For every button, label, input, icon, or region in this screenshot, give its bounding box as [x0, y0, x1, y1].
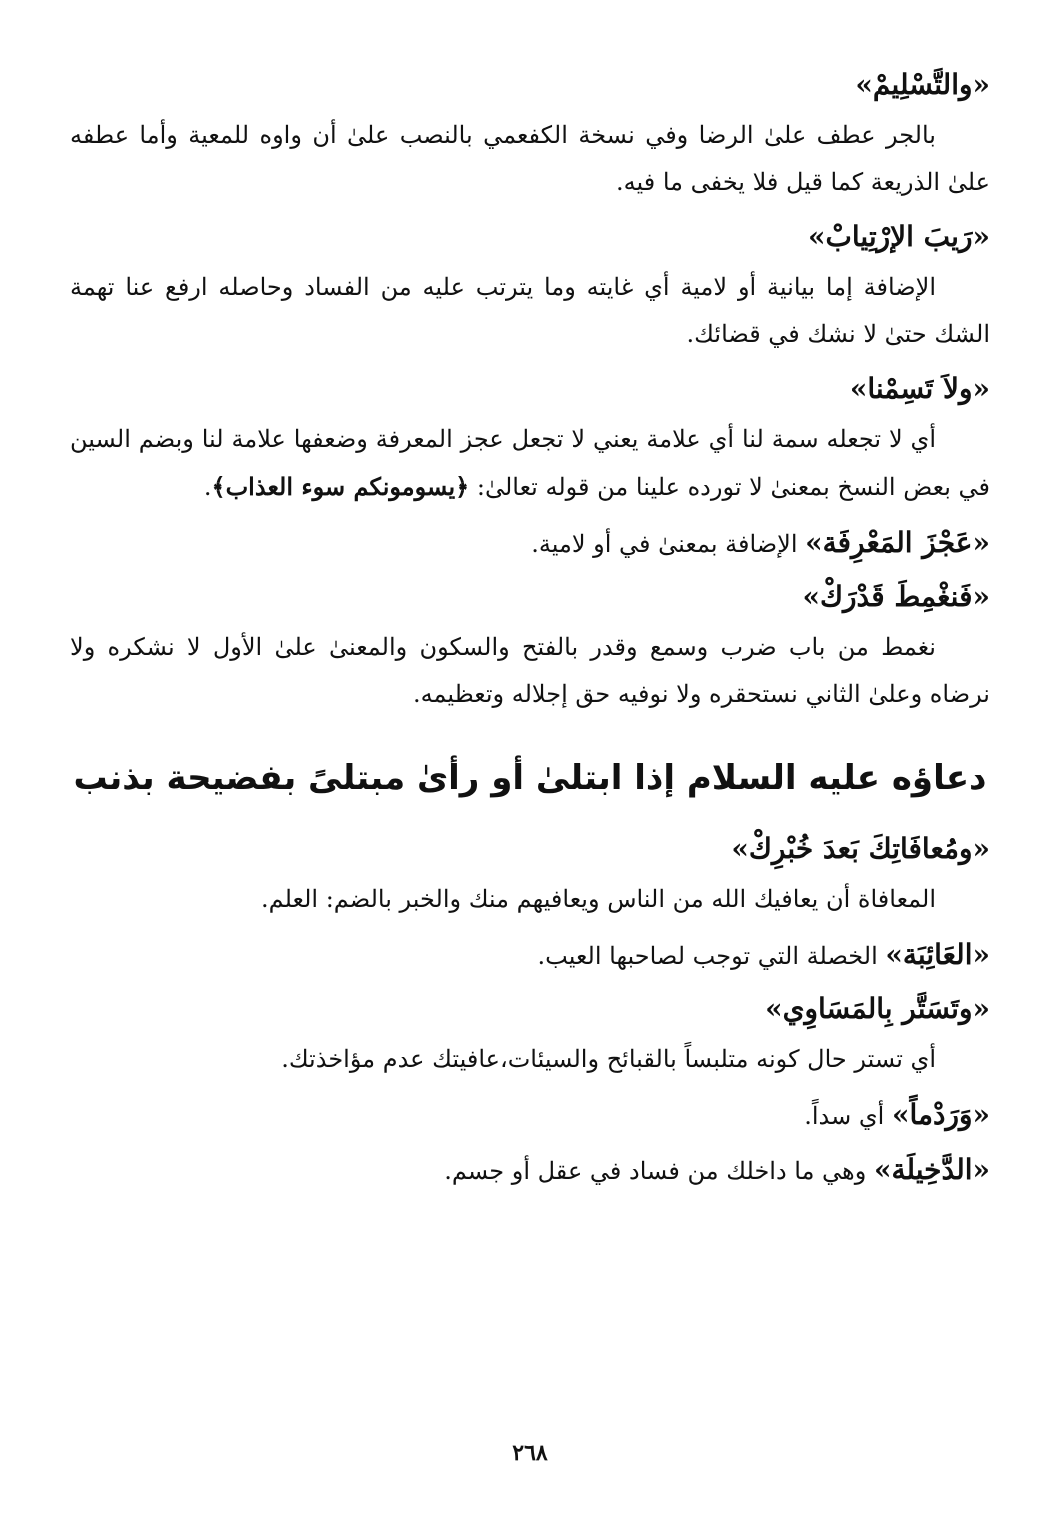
term-rayb: «رَيبَ الإرْتِيابْ»: [808, 220, 990, 253]
definition-aiba: الخصلة التي توجب لصاحبها العيب.: [537, 942, 878, 970]
definition-radm: أي سداً.: [804, 1102, 885, 1130]
term-ajz-marifa: «عَجْزَ المَعْرِفَة»: [805, 526, 990, 559]
definition-dakhila: وهي ما داخلك من فساد في عقل أو جسم.: [444, 1157, 867, 1185]
definition-tasattur: أي تستر حال كونه متلبساً بالقبائح والسيئات،عافيتك عدم مؤاخذتك.: [281, 1045, 936, 1073]
term-tasattur: «وتَسَتَّر بِالمَسَاوِي»: [765, 992, 990, 1025]
term-muafat: «ومُعافَاتِكَ بَعدَ خُبْرِكْ»: [731, 832, 990, 865]
definition-muafat: المعافاة أن يعافيك الله من الناس ويعافيهم منك والخبر بالضم: العلم.: [260, 885, 936, 913]
definition-tasimna: [70, 416, 990, 511]
term-aiba: «العَائِبَة»: [885, 938, 990, 971]
definition-tasleem: بالجر عطف علىٰ الرضا وفي نسخة الكفعمي بالنصب علىٰ أن واوه للمعية وأما عطفه علىٰ الذريعة كما قيل فلا يخفى ما فيه.: [70, 121, 990, 196]
term-radm: «وَرَدْماً»: [891, 1098, 990, 1131]
page-body: [70, 62, 990, 1201]
section-heading: دعاؤه عليه السلام إذا ابتلىٰ أو رأىٰ مبتلىً بفضيحة بذنب: [73, 758, 987, 798]
quran-verse: ﴿يسومونكم سوء العذاب﴾: [211, 472, 470, 501]
entry-radm: [70, 1091, 990, 1140]
term-tasimna: «ولاَ تَسِمْنا»: [849, 372, 990, 405]
entry-dakhila: [70, 1146, 990, 1195]
definition-qadr: نغمط من باب ضرب وسمع وقدر بالفتح والسكون والمعنىٰ علىٰ الأول لا نشكره ولا نرضاه وعلىٰ الثاني نستحقره ولا نوفيه حق إجلاله وتعظيمه.: [70, 633, 990, 708]
entry-ajz-marifa: [70, 519, 990, 568]
term-tasleem: «والتَّسْلِيمْ»: [855, 68, 990, 101]
definition-rayb: الإضافة إما بيانية أو لامية أي غايته وما يترتب عليه من الفساد وحاصله ارفع عنا تهمة الشك حتىٰ لا نشك في قضائك.: [70, 273, 990, 348]
definition-ajz-marifa: الإضافة بمعنىٰ في أو لامية.: [531, 530, 798, 558]
entry-aiba: [70, 931, 990, 980]
definition-tasimna-end: .: [203, 473, 212, 501]
definition-tasimna-text: أي لا تجعله سمة لنا أي علامة يعني لا تجعل عجز المعرفة وضعفها علامة لنا وبضم السين في بعض النسخ بمعنىٰ لا توردە علينا من قوله تعالىٰ:: [70, 425, 990, 501]
term-dakhila: «الدَّخِيلَة»: [873, 1153, 990, 1186]
page-number: ٢٦٨: [512, 1440, 548, 1466]
term-qadr: «فَنغْمِطَ قَدْرَكْ»: [802, 580, 990, 613]
